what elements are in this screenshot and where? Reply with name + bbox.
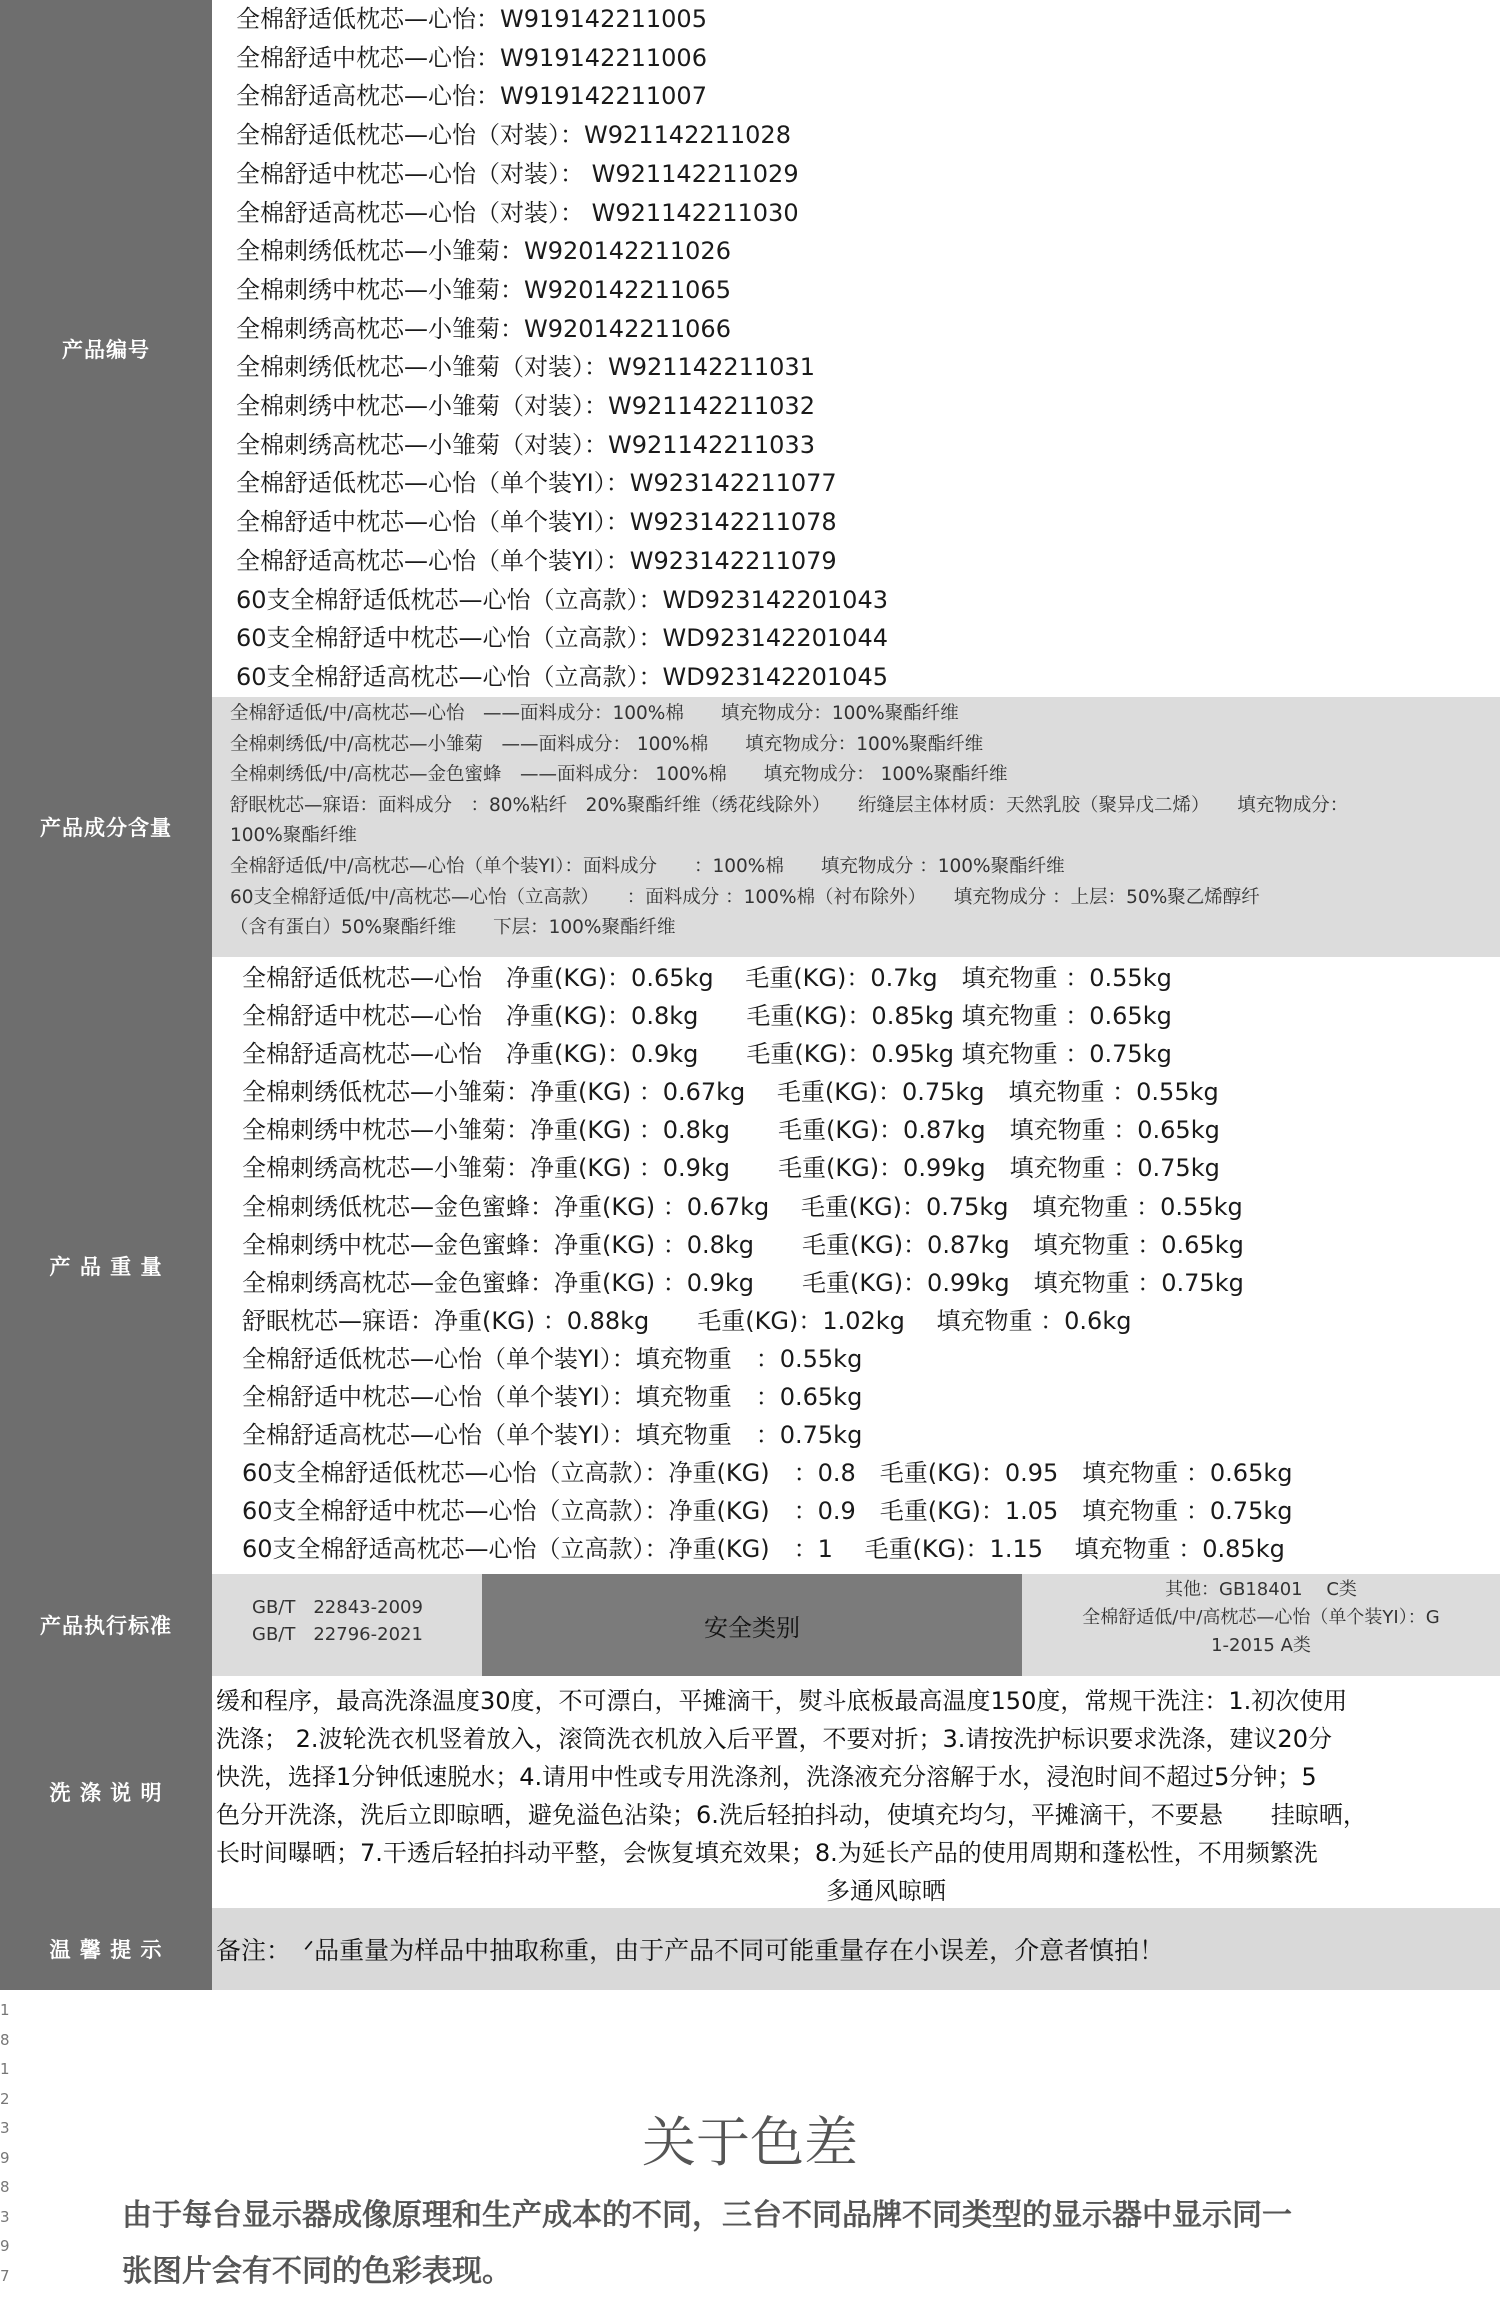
product-code-line: 全棉刺绣低枕芯—小雏菊：W920142211026 (236, 237, 731, 266)
weight-line: 全棉舒适低枕芯—心怡（单个装YI）：填充物重 ：0.55kg (242, 1344, 863, 1373)
color-diff-title: 关于色差 (642, 2111, 858, 2174)
color-diff-text (122, 2188, 1292, 2300)
product-codes-list (212, 0, 1500, 697)
product-code-line: 全棉刺绣中枕芯—小雏菊（对装）：W921142211032 (236, 392, 815, 421)
label-wash: 洗 涤 说 明 (0, 1676, 212, 1908)
composition-line: （含有蛋白）50%聚酯纤维 下层：100%聚酯纤维 (230, 917, 676, 939)
product-code-line: 全棉舒适低枕芯—心怡：W919142211005 (236, 5, 707, 33)
product-code-line: 全棉舒适中枕芯—心怡（单个装YI）：W923142211078 (236, 508, 837, 537)
composition-list (212, 697, 1500, 957)
safety-line: 其他：GB18401 C类 (1165, 1579, 1357, 1600)
composition-line: 60支全棉舒适低/中/高枕芯—心怡（立高款） ：面料成分 ：100%棉（衬布除外） 填充物成分 ：上层：50%聚乙烯醇纤 (230, 886, 1260, 908)
product-code-line: 全棉舒适低枕芯—心怡（对装）：W921142211028 (236, 121, 791, 150)
composition-line: 舒眠枕芯—寐语：面料成分 ：80%粘纤 20%聚酯纤维（绣花线除外） 绗缝层主体材质：天然乳胶（聚异戊二烯） 填充物成分： (230, 794, 1349, 816)
side-digit: 3 (0, 2119, 10, 2137)
weight-line: 全棉刺绣高枕芯—小雏菊：净重(KG) ：0.9kg 毛重(KG)：0.99kg 填充物重 ：0.75kg (242, 1154, 1220, 1183)
color-diff-line: 由于每台显示器成像原理和生产成本的不同，三台不同品牌不同类型的显示器中显示同一 (122, 2198, 1292, 2233)
weight-line: 全棉刺绣低枕芯—金色蜜蜂：净重(KG) ：0.67kg 毛重(KG)：0.75kg 填充物重 ：0.55kg (242, 1192, 1243, 1221)
product-code-line: 全棉刺绣中枕芯—小雏菊：W920142211065 (236, 275, 731, 304)
product-code-line: 全棉舒适高枕芯—心怡：W919142211007 (236, 82, 707, 111)
wash-line: 色分开洗涤，洗后立即晾晒，避免溢色沾染；6.洗后轻拍抖动，使填充均匀，平摊滴干，不要悬 挂晾晒， (216, 1801, 1367, 1829)
side-digit: 7 (0, 2266, 10, 2285)
product-code-line: 60支全棉舒适高枕芯—心怡（立高款）：WD923142201045 (236, 662, 888, 691)
weight-line: 全棉刺绣高枕芯—金色蜜蜂：净重(KG) ：0.9kg 毛重(KG)：0.99kg 填充物重 ：0.75kg (242, 1268, 1244, 1297)
product-code-line: 全棉舒适中枕芯—心怡：W919142211006 (236, 43, 707, 72)
composition-line: 100%聚酯纤维 (230, 825, 357, 847)
weight-line: 全棉舒适高枕芯—心怡 净重(KG)：0.9kg 毛重(KG)：0.95kg 填充物重 ：0.75kg (242, 1040, 1172, 1069)
side-digit: 3 (0, 2207, 10, 2226)
wash-line: 洗涤； 2.波轮洗衣机竖着放入，滚筒洗衣机放入后平置，不要对折；3.请按洗护标识要求洗涤，建议20分 (216, 1725, 1332, 1753)
weight-line: 60支全棉舒适中枕芯—心怡（立高款）：净重(KG) ：0.9 毛重(KG)：1.05 填充物重 ：0.75kg (242, 1497, 1293, 1526)
row-product-codes (0, 0, 1500, 697)
composition-line: 全棉刺绣低/中/高枕芯—小雏菊 ——面料成分： 100%棉 填充物成分：100%聚酯纤维 (230, 733, 984, 755)
weight-line: 全棉舒适中枕芯—心怡（单个装YI）：填充物重 ：0.65kg (242, 1383, 863, 1412)
product-code-line: 全棉舒适高枕芯—心怡（对装）： W921142211030 (236, 198, 799, 227)
side-digit: 9 (0, 2237, 10, 2255)
row-weight (0, 957, 1500, 1574)
row-composition (0, 697, 1500, 957)
weight-line: 全棉舒适低枕芯—心怡 净重(KG)：0.65kg 毛重(KG)：0.7kg 填充物重 ：0.55kg (242, 964, 1172, 992)
composition-line: 全棉舒适低/中/高枕芯—心怡（单个装YI）：面料成分 ：100%棉 填充物成分 ：100%聚酯纤维 (230, 855, 1065, 877)
product-code-line: 全棉刺绣低枕芯—小雏菊（对装）：W921142211031 (236, 353, 815, 382)
standard-content (212, 1574, 1500, 1676)
label-tip: 温 馨 提 示 (0, 1908, 212, 1990)
safety-line: 1-2015 A类 (1211, 1635, 1311, 1656)
side-digit: 2 (0, 2089, 10, 2108)
weight-line: 舒眠枕芯—寐语：净重(KG) ：0.88kg 毛重(KG)：1.02kg 填充物重 ：0.6kg (242, 1306, 1132, 1335)
weight-line: 全棉刺绣中枕芯—金色蜜蜂：净重(KG) ：0.8kg 毛重(KG)：0.87kg 填充物重 ：0.65kg (242, 1230, 1244, 1259)
side-digit: 8 (0, 2178, 10, 2196)
label-composition: 产品成分含量 (0, 697, 212, 957)
weight-line: 全棉刺绣中枕芯—小雏菊：净重(KG) ：0.8kg 毛重(KG)：0.87kg 填充物重 ：0.65kg (242, 1116, 1220, 1145)
product-code-line: 全棉刺绣高枕芯—小雏菊：W920142211066 (236, 314, 731, 343)
label-weight: 产 品 重 量 (0, 957, 212, 1574)
composition-line: 全棉刺绣低/中/高枕芯—金色蜜蜂 ——面料成分： 100%棉 填充物成分： 100%聚酯纤维 (230, 764, 1008, 786)
product-code-line: 60支全棉舒适中枕芯—心怡（立高款）：WD923142201044 (236, 624, 888, 653)
product-code-line: 全棉刺绣高枕芯—小雏菊（对装）：W921142211033 (236, 430, 815, 459)
label-product-codes: 产品编号 (0, 0, 212, 697)
product-code-line: 全棉舒适低枕芯—心怡（单个装YI）：W923142211077 (236, 469, 837, 498)
safety-line: 全棉舒适低/中/高枕芯—心怡（单个装YI）：G (1082, 1607, 1440, 1628)
weight-line: 全棉刺绣低枕芯—小雏菊：净重(KG) ：0.67kg 毛重(KG)：0.75kg 填充物重 ：0.55kg (242, 1078, 1219, 1107)
side-digit: 9 (0, 2148, 10, 2167)
standard-code: GB/T 22843-2009 (252, 1597, 423, 1618)
wash-line: 快洗，选择1分钟低速脱水；4.请用中性或专用洗涤剂，洗涤液充分溶解于水，浸泡时间不超过5分钟；5 (216, 1763, 1317, 1791)
composition-line: 全棉舒适低/中/高枕芯—心怡 ——面料成分：100%棉 填充物成分：100%聚酯纤维 (230, 703, 959, 724)
side-digit: 8 (0, 2030, 10, 2049)
wash-line: 缓和程序，最高洗涤温度30度，不可漂白，平摊滴干，熨斗底板最高温度150度，常规干洗注：1.初次使用 (216, 1687, 1348, 1715)
wash-line: 长时间曝晒；7.干透后轻拍抖动平整，会恢复填充效果；8.为延长产品的使用周期和蓬松性，不用频繁洗 (216, 1839, 1318, 1867)
side-digit: 1 (0, 2001, 10, 2019)
label-standard: 产品执行标准 (0, 1574, 212, 1676)
product-code-line: 全棉舒适高枕芯—心怡（单个装YI）：W923142211079 (236, 546, 837, 575)
weight-list (212, 957, 1500, 1574)
product-code-line: 60支全棉舒适低枕芯—心怡（立高款）：WD923142201043 (236, 585, 888, 614)
product-code-line: 全棉舒适中枕芯—心怡（对装）： W921142211029 (236, 159, 799, 188)
weight-line: 60支全棉舒适低枕芯—心怡（立高款）：净重(KG) ：0.8 毛重(KG)：0.95 填充物重 ：0.65kg (242, 1459, 1293, 1488)
standard-codes (212, 1574, 482, 1676)
wash-line: 多通风晾晒 (826, 1877, 946, 1905)
tip-text: 备注： ᐟ品重量为样品中抽取称重，由于产品不同可能重量存在小误差，介意者慎拍！ (212, 1908, 1500, 1990)
row-standard (0, 1574, 1500, 1676)
weight-line: 全棉舒适高枕芯—心怡（单个装YI）：填充物重 ：0.75kg (242, 1421, 863, 1450)
standard-code: GB/T 22796-2021 (252, 1624, 423, 1645)
weight-line: 60支全棉舒适高枕芯—心怡（立高款）：净重(KG) ：1 毛重(KG)：1.15 填充物重 ：0.85kg (242, 1535, 1285, 1564)
wash-instructions (212, 1676, 1500, 1908)
safety-category: 安全类别 (482, 1574, 1022, 1676)
safety-category-values (1022, 1574, 1500, 1676)
color-diff-line: 张图片会有不同的色彩表现。 (122, 2254, 512, 2289)
weight-line: 全棉舒适中枕芯—心怡 净重(KG)：0.8kg 毛重(KG)：0.85kg 填充物重 ：0.65kg (242, 1002, 1172, 1031)
row-wash (0, 1676, 1500, 1908)
row-tip (0, 1908, 1500, 1990)
side-digit: 1 (0, 2060, 10, 2078)
